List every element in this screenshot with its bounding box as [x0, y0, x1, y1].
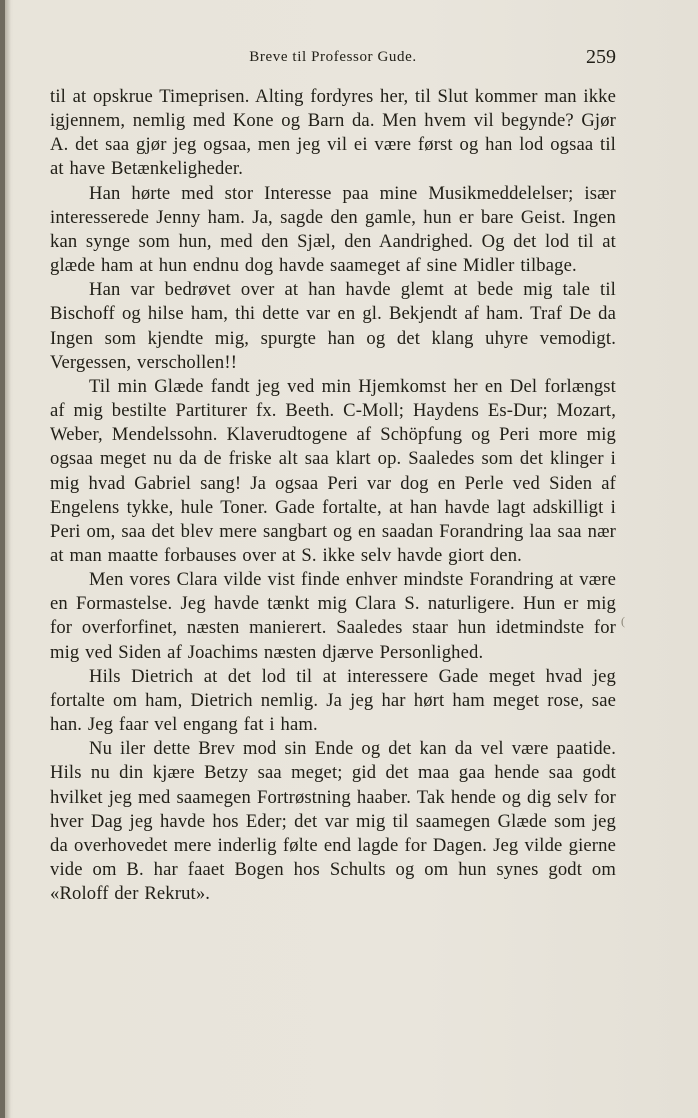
paragraph: Men vores Clara vilde vist finde enhver mindste Forandring at være en Formastelse. Jeg havde tænkt mig Clara S. naturligere. Hun er mig for overforfinet, næsten manierert. Saaledes staar hun idetmindste for mig ved Siden af Joachims næsten djærve Personlighed. — [50, 569, 616, 663]
page-number: 259 — [586, 46, 616, 68]
paragraph: til at opskrue Timeprisen. Alting fordyres her, til Slut kommer man ikke igjennem, nemlig med Kone og Barn da. Men hvem vil begynde? Gjør A. det saa gjør jeg ogsaa, men jeg vil ei være først og han lod ogsaa til at have Betænkeligheder. — [50, 86, 616, 180]
body-text — [50, 85, 616, 906]
paragraph: Hils Dietrich at det lod til at interessere Gade meget hvad jeg fortalte om ham, Dietrich nemlig. Ja jeg har hørt ham meget rose, sae han. Jeg faar vel engang fat i ham. — [50, 665, 616, 736]
paragraph: Han var bedrøvet over at han havde glemt at bede mig tale til Bischoff og hilse ham, thi dette var en gl. Bekjendt af ham. Traf De da Ingen som kjendte mig, spurgte han og det klang uhyre vemodigt. Vergessen, verschollen!! — [50, 279, 616, 373]
running-head — [50, 46, 616, 70]
paragraph: Nu iler dette Brev mod sin Ende og det kan da vel være paatide. Hils nu din kjære Betzy saa meget; gid det maa gaa hende saa godt hvilket jeg med saamegen Fortrøstning haaber. Tak hende og dig selv for hver Dag jeg havde hos Eder; det var mig til saamegen Glæde som jeg da overhovedet mere inderlig følte end lagde for Dagen. Jeg vilde gierne vide om B. har faaet Bogen hos Schults og om hun synes godt om «Roloff der Rekrut». — [50, 738, 616, 905]
paragraph: Til min Glæde fandt jeg ved min Hjemkomst her en Del forlængst af mig bestilte Partiturer fx. Beeth. C-Moll; Haydens Es-Dur; Mozart, Weber, Mendelssohn. Klaverudtogene af Schöpfung og Peri more mig ogsaa meget nu da de friske alt saa klart op. Saaledes som det klinger i mig hvad Gabriel sang! Ja ogsaa Peri var dog en Perle ved Siden af Engelens tykke, hule Toner. Gade fortalte, at han havde lagt adskilligt i Peri om, saa det blev mere sangbart og en saadan Forandring laa saa nær at man maatte forbauses over at S. ikke selv havde giort den. — [50, 375, 616, 566]
binding-shadow — [5, 0, 11, 1118]
running-title: Breve til Professor Gude. — [249, 49, 417, 65]
margin-mark: ( — [621, 614, 625, 628]
paragraph: Han hørte med stor Interesse paa mine Musikmeddelelser; især interesserede Jenny ham. Ja, sagde den gamle, hun er bare Geist. Ingen kan synge som hun, med den Sjæl, den Aandrighed. Og det lod til at glæde ham at hun endnu dog havde saameget af sine Midler tilbage. — [50, 182, 616, 277]
